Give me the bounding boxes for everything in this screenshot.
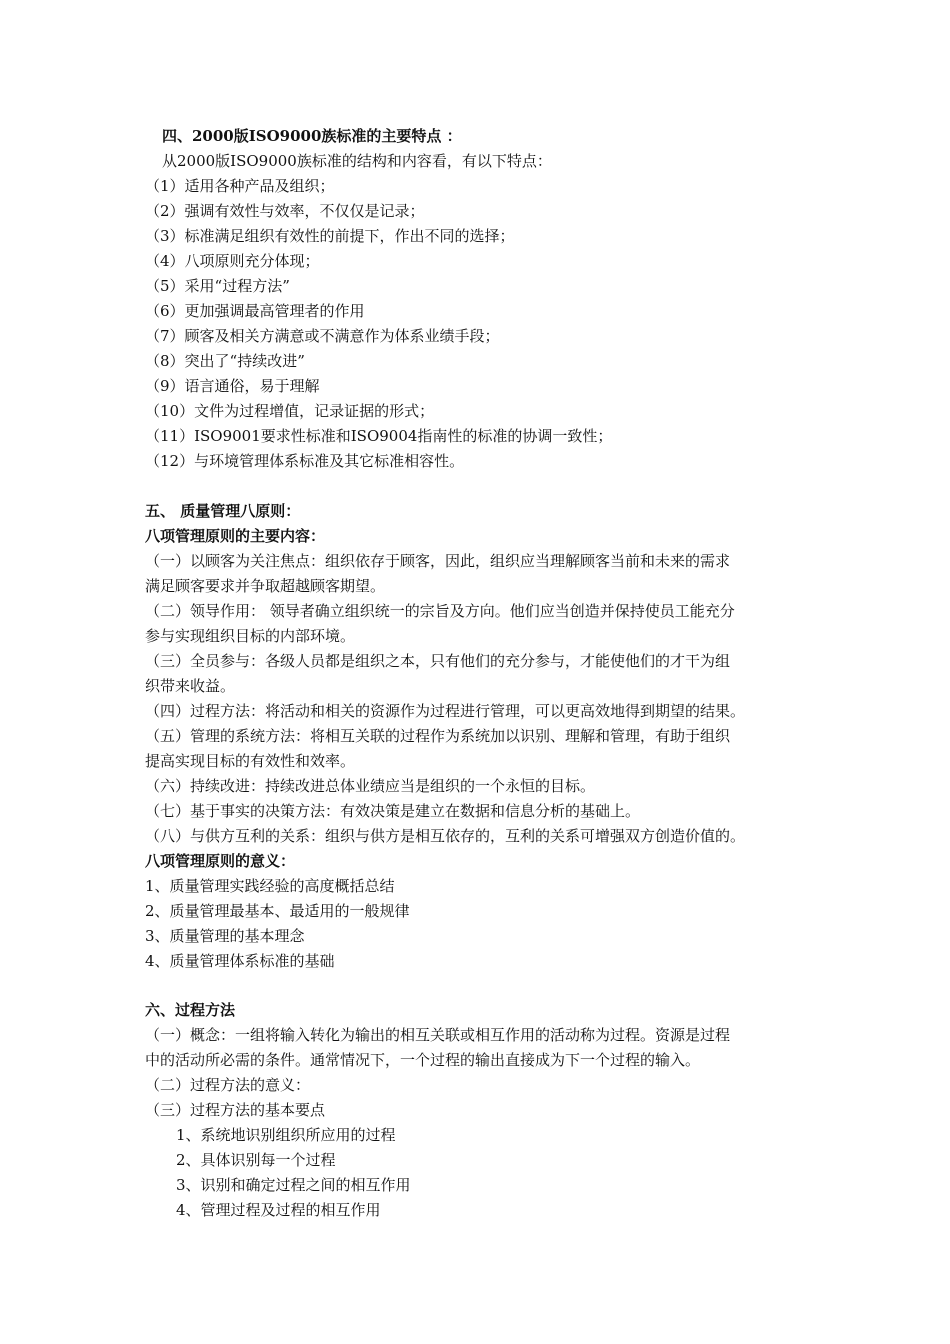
meaning-item: 4、质量管理体系标准的基础	[145, 952, 335, 970]
meaning-item: 1、质量管理实践经验的高度概括总结	[145, 877, 395, 895]
principle-line: （四）过程方法：将活动和相关的资源作为过程进行管理，可以更高效地得到期望的结果。	[145, 702, 746, 720]
principle-line: 提高实现目标的有效性和效率。	[145, 752, 356, 770]
section4-item: （4）八项原则充分体现；	[145, 252, 320, 270]
principle-line: （一）以顾客为关注焦点：组织依存于顾客，因此，组织应当理解顾客当前和未来的需求	[145, 552, 731, 570]
process-point: 1、系统地识别组织所应用的过程	[176, 1126, 396, 1144]
process-line: （三）过程方法的基本要点	[145, 1101, 326, 1119]
principle-line: （七）基于事实的决策方法：有效决策是建立在数据和信息分析的基础上。	[145, 802, 641, 820]
process-line: 中的活动所必需的条件。通常情况下，一个过程的输出直接成为下一个过程的输入。	[145, 1051, 701, 1069]
principle-line: （八）与供方互利的关系：组织与供方是相互依存的，互利的关系可增强双方创造价值的。	[145, 827, 746, 845]
section6-heading: 六、过程方法	[145, 1001, 236, 1019]
meaning-item: 2、质量管理最基本、最适用的一般规律	[145, 902, 410, 920]
section4-heading: 四、2000版ISO9000族标准的主要特点 ：	[162, 127, 462, 145]
section4-item: （6）更加强调最高管理者的作用	[145, 302, 365, 320]
principle-line: （三）全员参与：各级人员都是组织之本，只有他们的充分参与，才能使他们的才干为组	[145, 652, 731, 670]
section4-item: （12）与环境管理体系标准及其它标准相容性。	[145, 452, 465, 470]
process-point: 3、识别和确定过程之间的相互作用	[176, 1176, 411, 1194]
principle-line: 织带来收益。	[145, 677, 236, 695]
process-line: （一）概念：一组将输入转化为输出的相互关联或相互作用的活动称为过程。资源是过程	[145, 1026, 731, 1044]
section4-item: （3）标准满足组织有效性的前提下，作出不同的选择；	[145, 227, 515, 245]
principle-line: 参与实现组织目标的内部环境。	[145, 627, 356, 645]
section4-item: （5）采用“过程方法”	[145, 277, 290, 295]
section4-item: （2）强调有效性与效率，不仅仅是记录；	[145, 202, 425, 220]
section5-meaning-subheading: 八项管理原则的意义：	[145, 852, 296, 870]
section4-intro: 从2000版ISO9000族标准的结构和内容看，有以下特点：	[162, 152, 552, 170]
section4-item: （7）顾客及相关方满意或不满意作为体系业绩手段；	[145, 327, 500, 345]
process-point: 2、具体识别每一个过程	[176, 1151, 336, 1169]
section4-item: （9）语言通俗，易于理解	[145, 377, 320, 395]
section4-item: （11）ISO9001要求性标准和ISO9004指南性的标准的协调一致性；	[145, 427, 613, 445]
section4-item: （8）突出了“持续改进”	[145, 352, 305, 370]
section4-item: （1）适用各种产品及组织；	[145, 177, 335, 195]
process-line: （二）过程方法的意义：	[145, 1076, 311, 1094]
principle-line: （六）持续改进：持续改进总体业绩应当是组织的一个永恒的目标。	[145, 777, 596, 795]
principle-line: 满足顾客要求并争取超越顾客期望。	[145, 577, 386, 595]
meaning-item: 3、质量管理的基本理念	[145, 927, 305, 945]
process-point: 4、管理过程及过程的相互作用	[176, 1201, 381, 1219]
principle-line: （二）领导作用： 领导者确立组织统一的宗旨及方向。他们应当创造并保持使员工能充分	[145, 602, 735, 620]
principle-line: （五）管理的系统方法：将相互关联的过程作为系统加以识别、理解和管理，有助于组织	[145, 727, 731, 745]
section5-content-subheading: 八项管理原则的主要内容：	[145, 527, 326, 545]
section4-item: （10）文件为过程增值，记录证据的形式；	[145, 402, 435, 420]
section5-heading: 五、 质量管理八原则：	[145, 502, 301, 520]
